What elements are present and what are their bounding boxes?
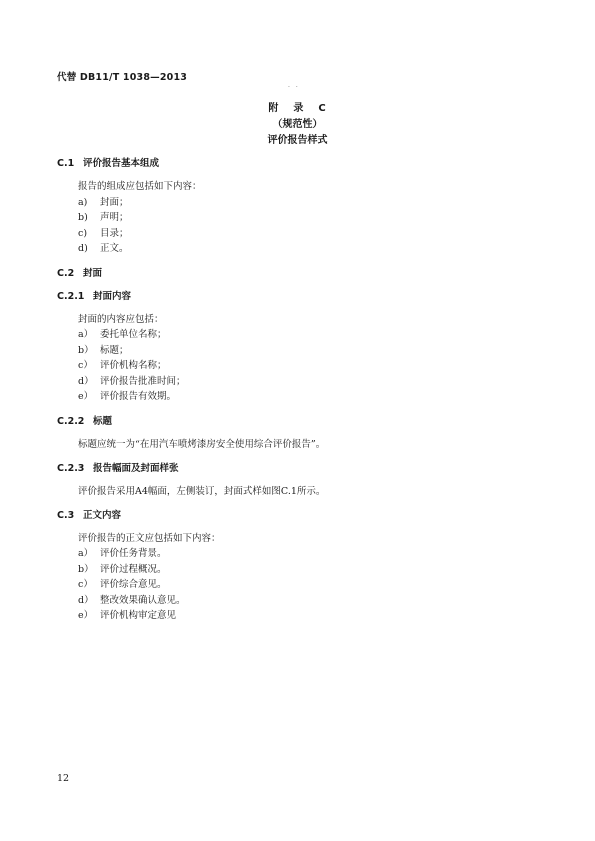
annex-title-letter: C — [318, 103, 327, 114]
list-marker: a） — [78, 548, 94, 559]
section-heading-c21 — [57, 288, 131, 302]
list-marker: b) — [78, 212, 88, 223]
list-text: 评价任务背景。 — [100, 548, 167, 559]
section-title: 标题 — [93, 416, 113, 427]
list-item — [78, 342, 129, 356]
list-marker: c） — [78, 360, 93, 371]
list-text: 目录； — [100, 228, 129, 239]
annex-title-word-1: 附 — [268, 103, 280, 114]
section-title: 封面内容 — [93, 291, 132, 302]
section-intro-c1: 报告的组成应包括如下内容： — [78, 181, 202, 192]
section-number: C.3 — [57, 510, 75, 521]
section-number: C.2.2 — [57, 416, 85, 427]
list-text: 封面； — [100, 197, 129, 208]
list-text: 标题； — [100, 345, 129, 356]
list-marker: d） — [78, 376, 94, 387]
section-number: C.2 — [57, 268, 75, 279]
page-number: 12 — [57, 773, 70, 784]
list-marker: e） — [78, 610, 94, 621]
list-text: 整改效果确认意见。 — [100, 595, 186, 606]
list-item — [78, 592, 186, 606]
list-text: 评价综合意见。 — [100, 579, 167, 590]
list-item — [78, 561, 167, 575]
section-heading-c22 — [57, 413, 112, 427]
list-item — [78, 225, 129, 239]
document-code: 代替 DB11/T 1038—2013 — [57, 72, 188, 83]
list-text: 评价过程概况。 — [100, 564, 167, 575]
list-text: 评价报告有效期。 — [100, 391, 177, 402]
list-item — [78, 576, 167, 590]
annex-name: 评价报告样式 — [267, 135, 328, 146]
list-item — [78, 326, 167, 340]
section-title: 报告幅面及封面样张 — [93, 463, 179, 474]
annex-title-word-2: 录 — [293, 103, 305, 114]
list-marker: c） — [78, 579, 93, 590]
section-intro-c3: 评价报告的正文应包括如下内容： — [78, 533, 221, 544]
section-title: 评价报告基本组成 — [83, 158, 160, 169]
section-heading-c1 — [57, 155, 159, 169]
list-item — [78, 545, 167, 559]
list-item — [78, 209, 129, 223]
list-item — [78, 357, 167, 371]
list-marker: e） — [78, 391, 94, 402]
section-number: C.1 — [57, 158, 75, 169]
list-marker: d） — [78, 595, 94, 606]
list-marker: b） — [78, 345, 94, 356]
section-text-c22: 标题应统一为“在用汽车喷烤漆房安全使用综合评价报告”。 — [78, 439, 326, 450]
list-item — [78, 194, 129, 208]
list-marker: a) — [78, 197, 88, 208]
list-marker: c) — [78, 228, 88, 239]
section-number: C.2.3 — [57, 463, 85, 474]
section-heading-c3 — [57, 507, 121, 521]
section-heading-c23 — [57, 460, 179, 474]
list-text: 声明； — [100, 212, 129, 223]
list-item — [78, 388, 176, 402]
list-marker: b） — [78, 564, 94, 575]
list-text: 正文。 — [100, 243, 129, 254]
list-text: 评价机构审定意见 — [100, 610, 177, 621]
section-intro-c21: 封面的内容应包括： — [78, 314, 164, 325]
section-text-c23: 评价报告采用A4幅面，左侧装订，封面式样如图C.1所示。 — [78, 486, 326, 497]
list-item — [78, 607, 176, 621]
section-number: C.2.1 — [57, 291, 85, 302]
section-title: 封面 — [83, 268, 103, 279]
list-marker: a） — [78, 329, 94, 340]
annex-title — [0, 99, 595, 114]
annex-type: （规范性） — [272, 119, 323, 130]
section-heading-c2 — [57, 265, 102, 279]
list-text: 评价报告批准时间； — [100, 376, 186, 387]
list-item — [78, 240, 129, 254]
list-text: 评价机构名称； — [100, 360, 167, 371]
annex-marker-dots: . . — [288, 82, 300, 89]
list-item — [78, 373, 186, 387]
list-text: 委托单位名称； — [100, 329, 167, 340]
section-title: 正文内容 — [83, 510, 122, 521]
list-marker: d) — [78, 243, 88, 254]
